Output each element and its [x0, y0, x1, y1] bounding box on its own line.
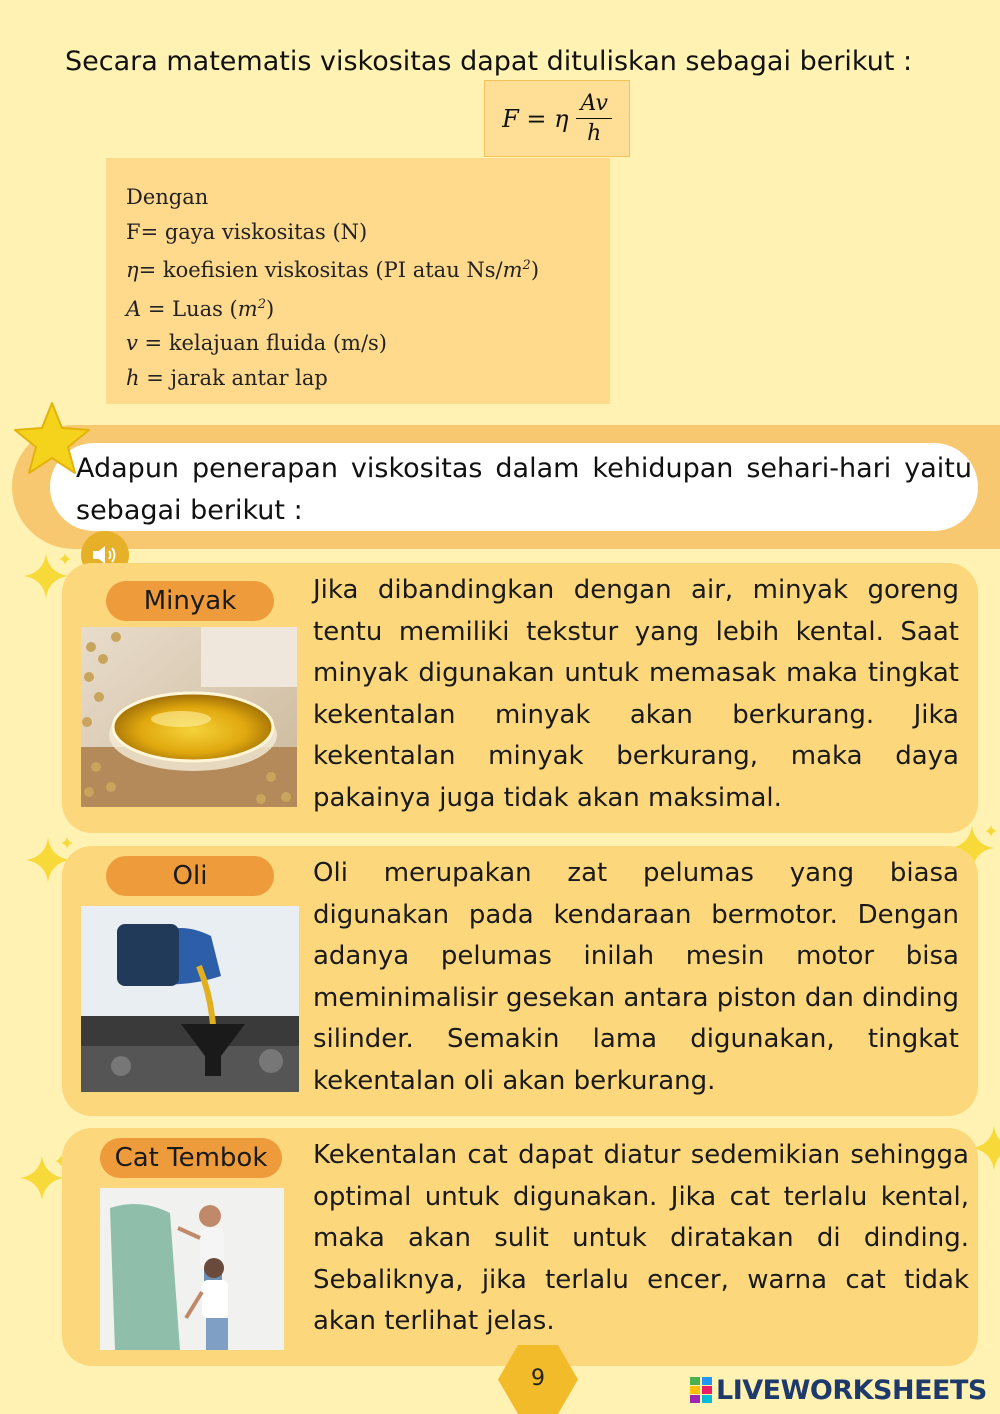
- wall-paint-image: [100, 1188, 284, 1350]
- banner-text: Adapun penerapan viskositas dalam kehidupan sehari-hari yaitu sebagai berikut :: [76, 453, 972, 526]
- legend-line-distance: h = jarak antar lap: [126, 365, 328, 390]
- viscosity-formula: [484, 80, 630, 157]
- card-text-oli: Oli merupakan zat pelumas yang biasa digunakan pada kendaraan bermotor. Dengan adanya pelumas inilah mesin motor bisa meminimalisir gesekan antara piston dan dinding silinder. Semakin lama digunakan, tingkat kekentalan oli akan berkurang.: [313, 858, 959, 1096]
- legend-line-eta: η= koefisien viskositas (PI atau $Ns/m^2$): [126, 258, 540, 282]
- liveworksheets-logo: [690, 1372, 987, 1408]
- formula-denominator: h: [587, 121, 602, 146]
- formula-lhs: F = η: [502, 104, 569, 133]
- card-label-cat-tembok: Cat Tembok: [100, 1138, 282, 1178]
- formula-fraction: [576, 91, 611, 146]
- formula-numerator: Av: [576, 91, 611, 119]
- card-label-minyak: Minyak: [106, 581, 274, 621]
- formula-legend: [106, 158, 610, 404]
- legend-line-force: F= gaya viskositas (N): [126, 219, 368, 244]
- page-number: 9: [531, 1366, 545, 1391]
- legend-line-area: A = Luas $(m^2)$: [126, 296, 275, 321]
- legend-line-velocity: v = kelajuan fluida (m/s): [126, 331, 388, 355]
- liveworksheets-logo-icon: [690, 1377, 712, 1403]
- card-text-minyak: Jika dibandingkan dengan air, minyak goreng tentu memiliki tekstur yang lebih kental. Saat minyak digunakan untuk memasak maka tingkat kekentalan minyak akan berkurang. Jika kekentalan minyak berkurang, maka daya pakainya juga tidak akan maksimal.: [313, 575, 959, 813]
- brand-name: LIVEWORKSHEETS: [716, 1374, 987, 1406]
- intro-text: Secara matematis viskositas dapat dituliskan sebagai berikut :: [65, 46, 913, 77]
- oil-bowl-image: [81, 627, 297, 807]
- card-text-cat-tembok: Kekentalan cat dapat diatur sedemikian sehingga optimal untuk digunakan. Jika cat terlalu kental, maka akan sulit untuk diratakan di dinding. Sebaliknya, jika terlalu encer, warna cat tidak akan terlihat jelas.: [313, 1140, 969, 1337]
- engine-oil-image: [81, 906, 299, 1092]
- card-label-oli: Oli: [106, 856, 274, 896]
- star-icon: [12, 400, 92, 476]
- legend-title: Dengan: [126, 185, 209, 209]
